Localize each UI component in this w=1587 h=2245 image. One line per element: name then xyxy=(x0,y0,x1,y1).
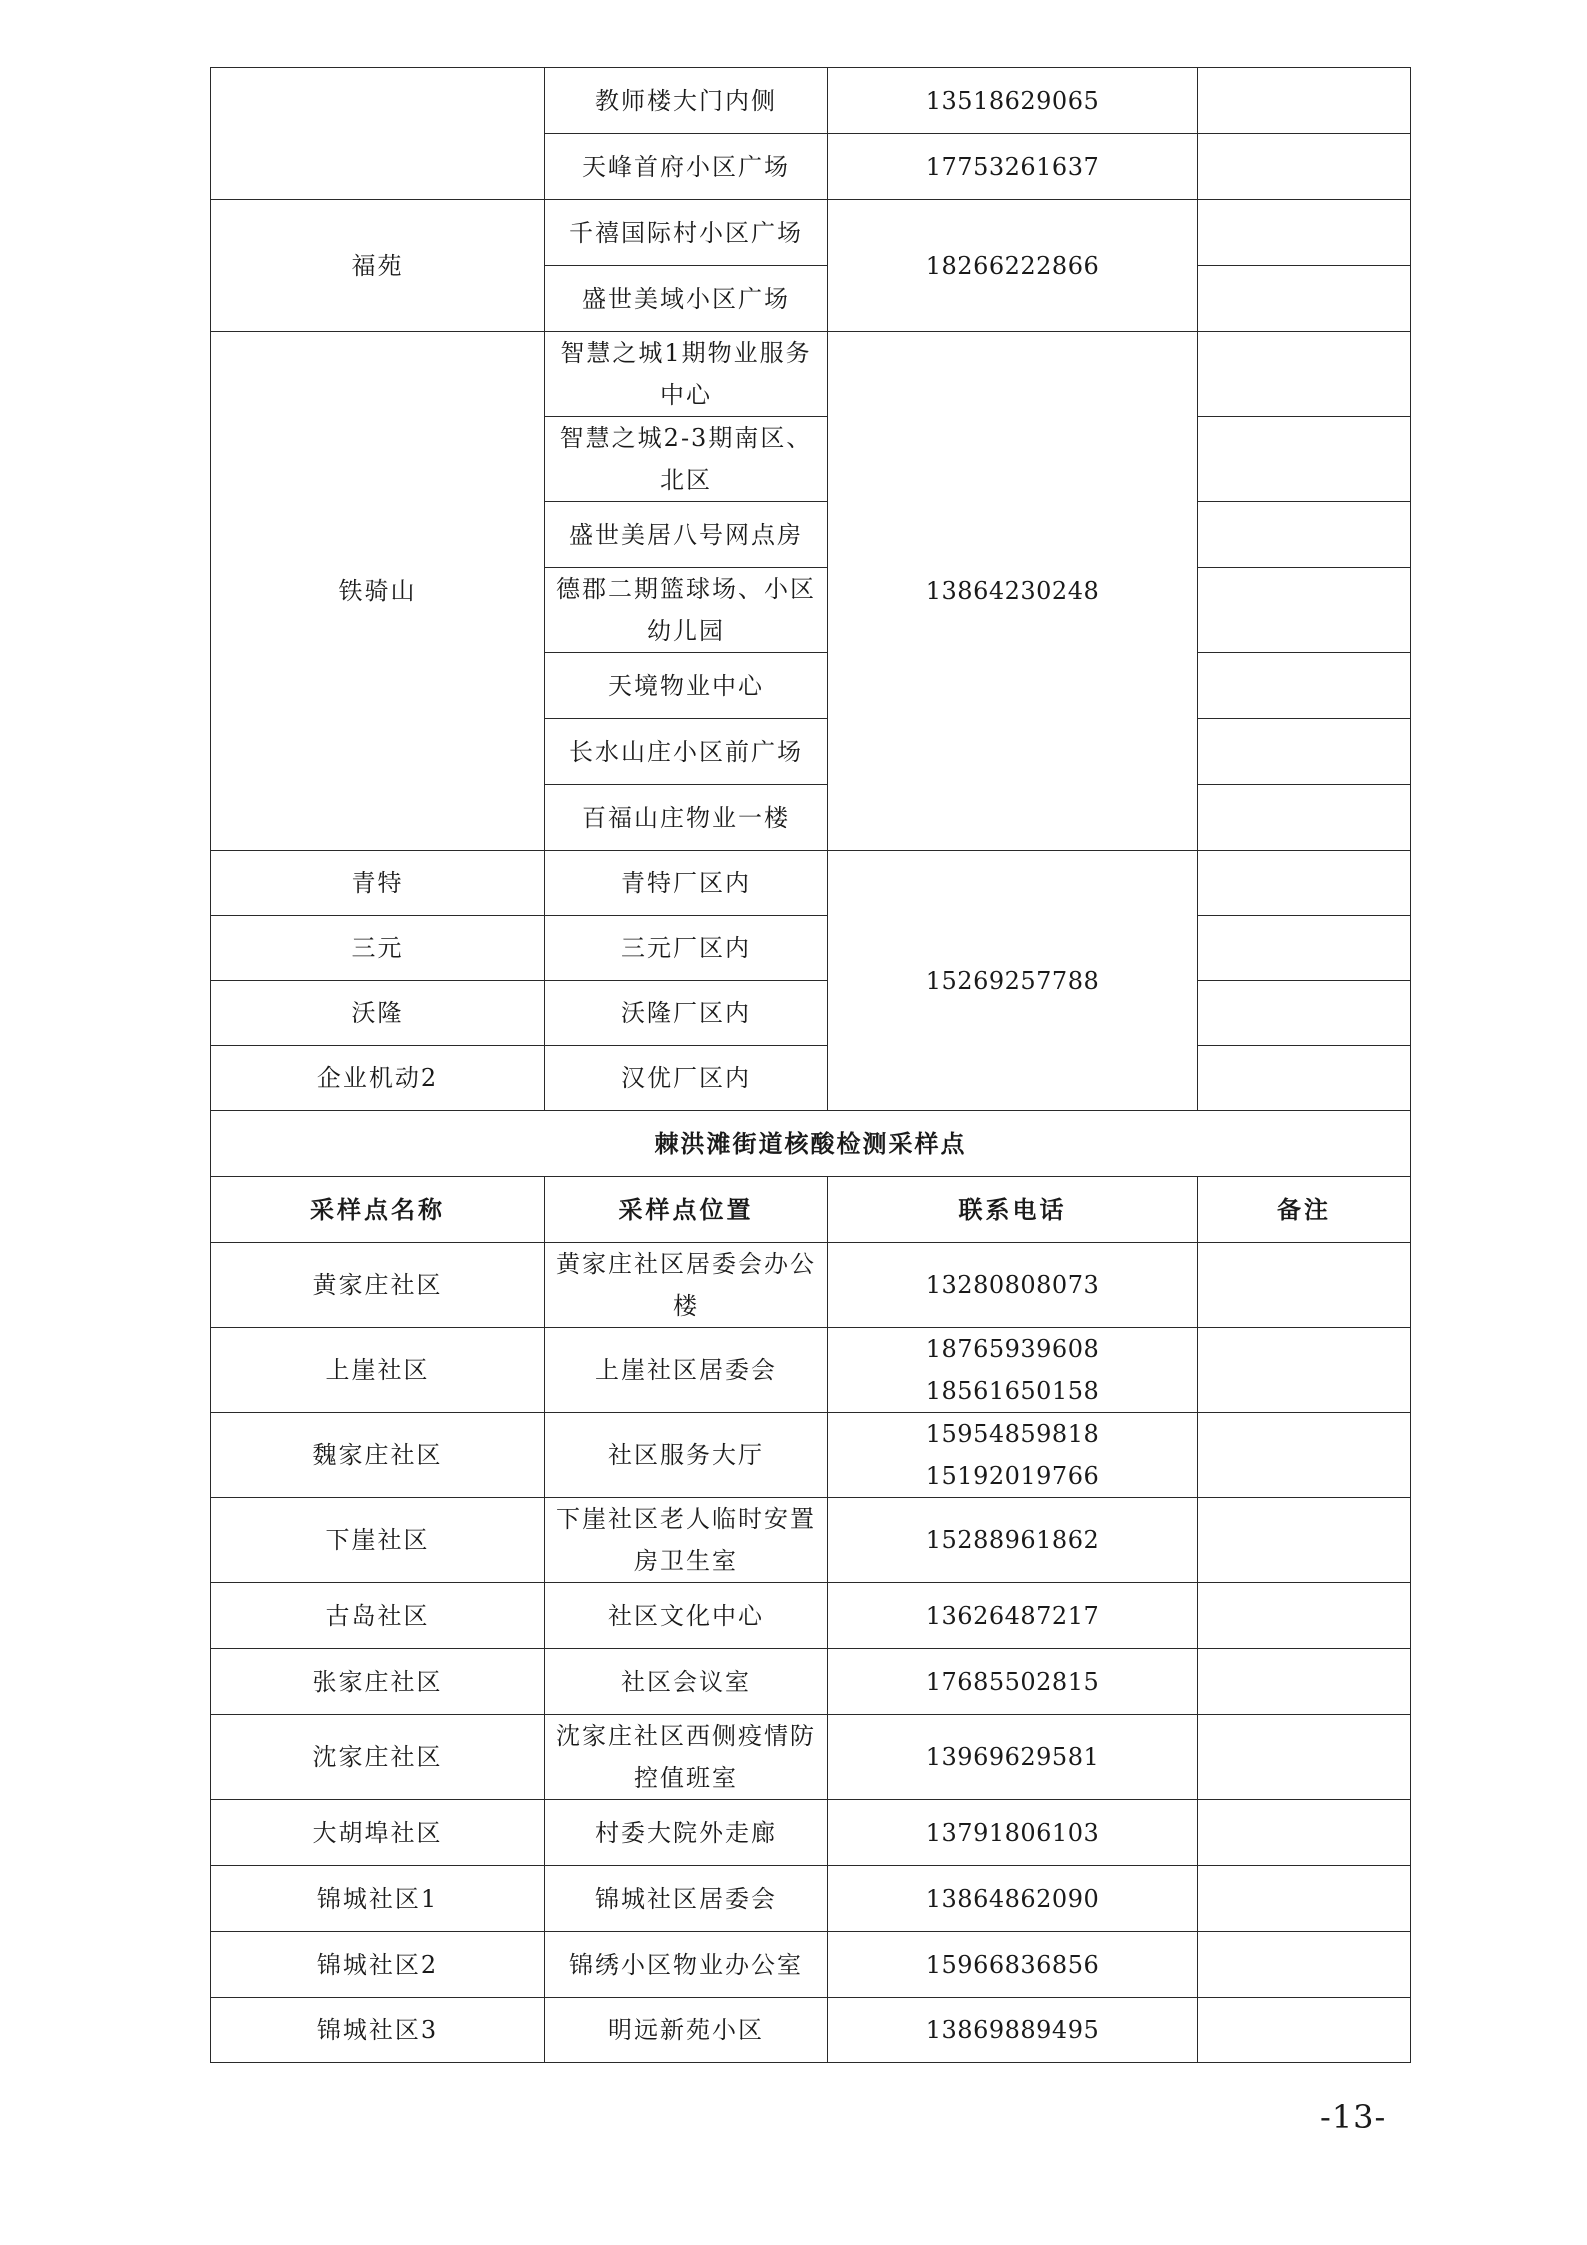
site-location-cell: 盛世美域小区广场 xyxy=(545,266,828,332)
contact-phone-cell: 13969629581 xyxy=(828,1715,1198,1800)
contact-phone-cell: 17753261637 xyxy=(828,134,1198,200)
remark-cell xyxy=(1198,1328,1411,1413)
remark-cell xyxy=(1198,653,1411,719)
page-number: -13- xyxy=(1320,2098,1387,2136)
contact-phone-cell: 15966836856 xyxy=(828,1932,1198,1998)
header-row xyxy=(211,1177,1411,1243)
site-location-cell: 社区服务大厅 xyxy=(545,1413,828,1498)
contact-phone-cell: 13864862090 xyxy=(828,1866,1198,1932)
contact-phone-secondary: 18561650158 xyxy=(925,1377,1100,1405)
table-row xyxy=(211,1498,1411,1583)
remark-cell xyxy=(1198,568,1411,653)
remark-cell xyxy=(1198,1715,1411,1800)
column-header-location: 采样点位置 xyxy=(545,1177,828,1243)
remark-cell xyxy=(1198,417,1411,502)
contact-phone-cell xyxy=(828,1413,1198,1498)
site-name-cell: 沃隆 xyxy=(211,981,545,1046)
site-location-cell: 教师楼大门内侧 xyxy=(545,68,828,134)
table-row xyxy=(211,1715,1411,1800)
remark-cell xyxy=(1198,981,1411,1046)
site-name-cell: 锦城社区3 xyxy=(211,1998,545,2063)
remark-cell xyxy=(1198,1866,1411,1932)
site-location-cell: 村委大院外走廊 xyxy=(545,1800,828,1866)
site-location-cell: 锦城社区居委会 xyxy=(545,1866,828,1932)
remark-cell xyxy=(1198,1998,1411,2063)
site-location-cell: 锦绣小区物业办公室 xyxy=(545,1932,828,1998)
remark-cell xyxy=(1198,134,1411,200)
site-location-cell: 社区会议室 xyxy=(545,1649,828,1715)
table-row xyxy=(211,1866,1411,1932)
site-location-cell: 三元厂区内 xyxy=(545,916,828,981)
table-row xyxy=(211,332,1411,417)
remark-cell xyxy=(1198,1649,1411,1715)
contact-phone-cell: 13280808073 xyxy=(828,1243,1198,1328)
site-location-cell: 社区文化中心 xyxy=(545,1583,828,1649)
contact-phone-cell: 13518629065 xyxy=(828,68,1198,134)
site-location-cell: 智慧之城2-3期南区、北区 xyxy=(545,417,828,502)
site-location-cell: 上崖社区居委会 xyxy=(545,1328,828,1413)
table-row xyxy=(211,1649,1411,1715)
section-title: 棘洪滩街道核酸检测采样点 xyxy=(211,1111,1411,1177)
site-location-cell: 汉优厂区内 xyxy=(545,1046,828,1111)
site-location-cell: 沈家庄社区西侧疫情防控值班室 xyxy=(545,1715,828,1800)
table-row xyxy=(211,1583,1411,1649)
remark-cell xyxy=(1198,1413,1411,1498)
remark-cell xyxy=(1198,332,1411,417)
contact-phone-cell: 15269257788 xyxy=(828,851,1198,1111)
remark-cell xyxy=(1198,1932,1411,1998)
remark-cell xyxy=(1198,1046,1411,1111)
contact-phone-cell: 18266222866 xyxy=(828,200,1198,332)
remark-cell xyxy=(1198,200,1411,266)
site-name-cell: 下崖社区 xyxy=(211,1498,545,1583)
remark-cell xyxy=(1198,1243,1411,1328)
contact-phone-primary: 15954859818 xyxy=(925,1420,1100,1448)
site-location-cell: 下崖社区老人临时安置房卫生室 xyxy=(545,1498,828,1583)
table-row xyxy=(211,1413,1411,1498)
contact-phone-cell: 15288961862 xyxy=(828,1498,1198,1583)
table-row xyxy=(211,1932,1411,1998)
contact-phone-cell: 17685502815 xyxy=(828,1649,1198,1715)
remark-cell xyxy=(1198,266,1411,332)
table-row xyxy=(211,1328,1411,1413)
table-row xyxy=(211,1998,1411,2063)
table-row xyxy=(211,916,1411,981)
site-location-cell: 德郡二期篮球场、小区幼儿园 xyxy=(545,568,828,653)
site-name-cell: 上崖社区 xyxy=(211,1328,545,1413)
table-row xyxy=(211,1243,1411,1328)
table-row xyxy=(211,1046,1411,1111)
site-name-cell: 青特 xyxy=(211,851,545,916)
remark-cell xyxy=(1198,68,1411,134)
table-row xyxy=(211,68,1411,134)
contact-phone-cell: 13626487217 xyxy=(828,1583,1198,1649)
remark-cell xyxy=(1198,502,1411,568)
site-name-cell: 锦城社区2 xyxy=(211,1932,545,1998)
remark-cell xyxy=(1198,719,1411,785)
site-name-cell: 魏家庄社区 xyxy=(211,1413,545,1498)
site-name-cell: 张家庄社区 xyxy=(211,1649,545,1715)
site-name-cell: 企业机动2 xyxy=(211,1046,545,1111)
site-name-cell: 三元 xyxy=(211,916,545,981)
site-location-cell: 长水山庄小区前广场 xyxy=(545,719,828,785)
column-header-name: 采样点名称 xyxy=(211,1177,545,1243)
site-name-cell: 大胡埠社区 xyxy=(211,1800,545,1866)
contact-phone-cell: 13869889495 xyxy=(828,1998,1198,2063)
contact-phone-primary: 18765939608 xyxy=(925,1335,1100,1363)
site-location-cell: 盛世美居八号网点房 xyxy=(545,502,828,568)
site-name-cell: 锦城社区1 xyxy=(211,1866,545,1932)
table-row xyxy=(211,1800,1411,1866)
site-name-cell: 沈家庄社区 xyxy=(211,1715,545,1800)
site-name-cell: 铁骑山 xyxy=(211,332,545,851)
site-name-cell xyxy=(211,68,545,200)
site-location-cell: 百福山庄物业一楼 xyxy=(545,785,828,851)
remark-cell xyxy=(1198,1800,1411,1866)
table-row xyxy=(211,200,1411,266)
column-header-remark: 备注 xyxy=(1198,1177,1411,1243)
site-location-cell: 沃隆厂区内 xyxy=(545,981,828,1046)
contact-phone-cell: 13791806103 xyxy=(828,1800,1198,1866)
site-location-cell: 千禧国际村小区广场 xyxy=(545,200,828,266)
remark-cell xyxy=(1198,851,1411,916)
site-name-cell: 福苑 xyxy=(211,200,545,332)
remark-cell xyxy=(1198,1498,1411,1583)
contact-phone-cell: 13864230248 xyxy=(828,332,1198,851)
site-location-cell: 青特厂区内 xyxy=(545,851,828,916)
sampling-sites-table xyxy=(210,67,1411,2063)
site-name-cell: 古岛社区 xyxy=(211,1583,545,1649)
site-location-cell: 智慧之城1期物业服务中心 xyxy=(545,332,828,417)
table-row xyxy=(211,851,1411,916)
remark-cell xyxy=(1198,785,1411,851)
remark-cell xyxy=(1198,1583,1411,1649)
table-row xyxy=(211,981,1411,1046)
site-name-cell: 黄家庄社区 xyxy=(211,1243,545,1328)
site-location-cell: 天峰首府小区广场 xyxy=(545,134,828,200)
site-location-cell: 黄家庄社区居委会办公楼 xyxy=(545,1243,828,1328)
site-location-cell: 天境物业中心 xyxy=(545,653,828,719)
site-location-cell: 明远新苑小区 xyxy=(545,1998,828,2063)
remark-cell xyxy=(1198,916,1411,981)
contact-phone-secondary: 15192019766 xyxy=(925,1462,1100,1490)
section-title-row xyxy=(211,1111,1411,1177)
contact-phone-cell xyxy=(828,1328,1198,1413)
column-header-phone: 联系电话 xyxy=(828,1177,1198,1243)
